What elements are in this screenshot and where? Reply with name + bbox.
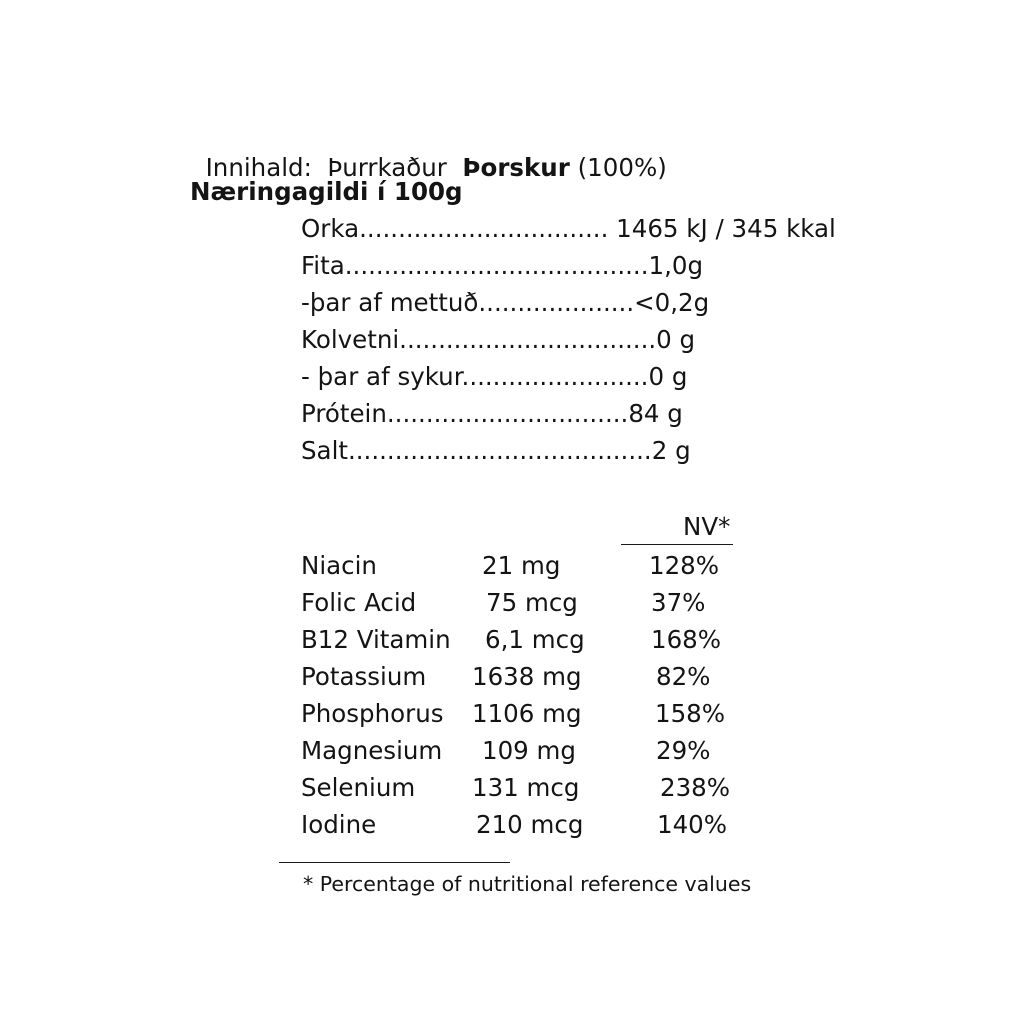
micro-amount: 6,1 mcg [485, 625, 585, 654]
footnote: * Percentage of nutritional reference values [303, 872, 752, 896]
micro-amount: 109 mg [482, 736, 576, 765]
nutrition-row-saturated: -þar af mettuð....................<0,2g [301, 288, 710, 317]
ingredients-line [190, 131, 667, 180]
micro-nv: 158% [655, 699, 726, 728]
ingredients-product-bold: Þorskur [462, 152, 570, 182]
micro-nv: 140% [657, 810, 728, 839]
nutrition-row-carbs: Kolvetni.................................0 g [301, 325, 696, 354]
micro-nv: 238% [660, 773, 731, 802]
nutrition-heading: Næringagildi í 100g [190, 177, 463, 206]
micro-amount: 1106 mg [472, 699, 582, 728]
footnote-rule [279, 862, 510, 863]
micro-amount: 210 mcg [476, 810, 584, 839]
micro-nv: 37% [651, 588, 706, 617]
ingredients-label: Innihald: [205, 152, 312, 182]
micro-amount: 131 mcg [472, 773, 580, 802]
micro-nv: 128% [649, 551, 720, 580]
nutrition-row-fat: Fita.......................................1,0g [301, 251, 703, 280]
micro-nv: 29% [656, 736, 711, 765]
micro-name: Selenium [301, 773, 416, 802]
micro-name: B12 Vitamin [301, 625, 451, 654]
micro-amount: 21 mg [482, 551, 561, 580]
micro-name: Potassium [301, 662, 427, 691]
micro-name: Magnesium [301, 736, 443, 765]
nutrition-row-salt: Salt.......................................2 g [301, 436, 691, 465]
ingredients-percent: (100%) [577, 152, 667, 182]
micro-amount: 75 mcg [486, 588, 578, 617]
ingredients-product-plain: Þurrkaður [327, 152, 447, 182]
micro-name: Phosphorus [301, 699, 444, 728]
nutrition-row-protein: Prótein...............................84 g [301, 399, 683, 428]
micro-nv: 82% [656, 662, 711, 691]
nv-header-underline [621, 544, 733, 545]
micro-name: Niacin [301, 551, 377, 580]
nutrition-row-sugar: - þar af sykur........................0 g [301, 362, 688, 391]
nutrition-row-energy: Orka................................ 1465 kJ / 345 kkal [301, 214, 836, 243]
micro-name: Iodine [301, 810, 377, 839]
micro-name: Folic Acid [301, 588, 417, 617]
micro-amount: 1638 mg [472, 662, 582, 691]
micro-nv: 168% [651, 625, 722, 654]
nv-header: NV* [683, 512, 731, 541]
